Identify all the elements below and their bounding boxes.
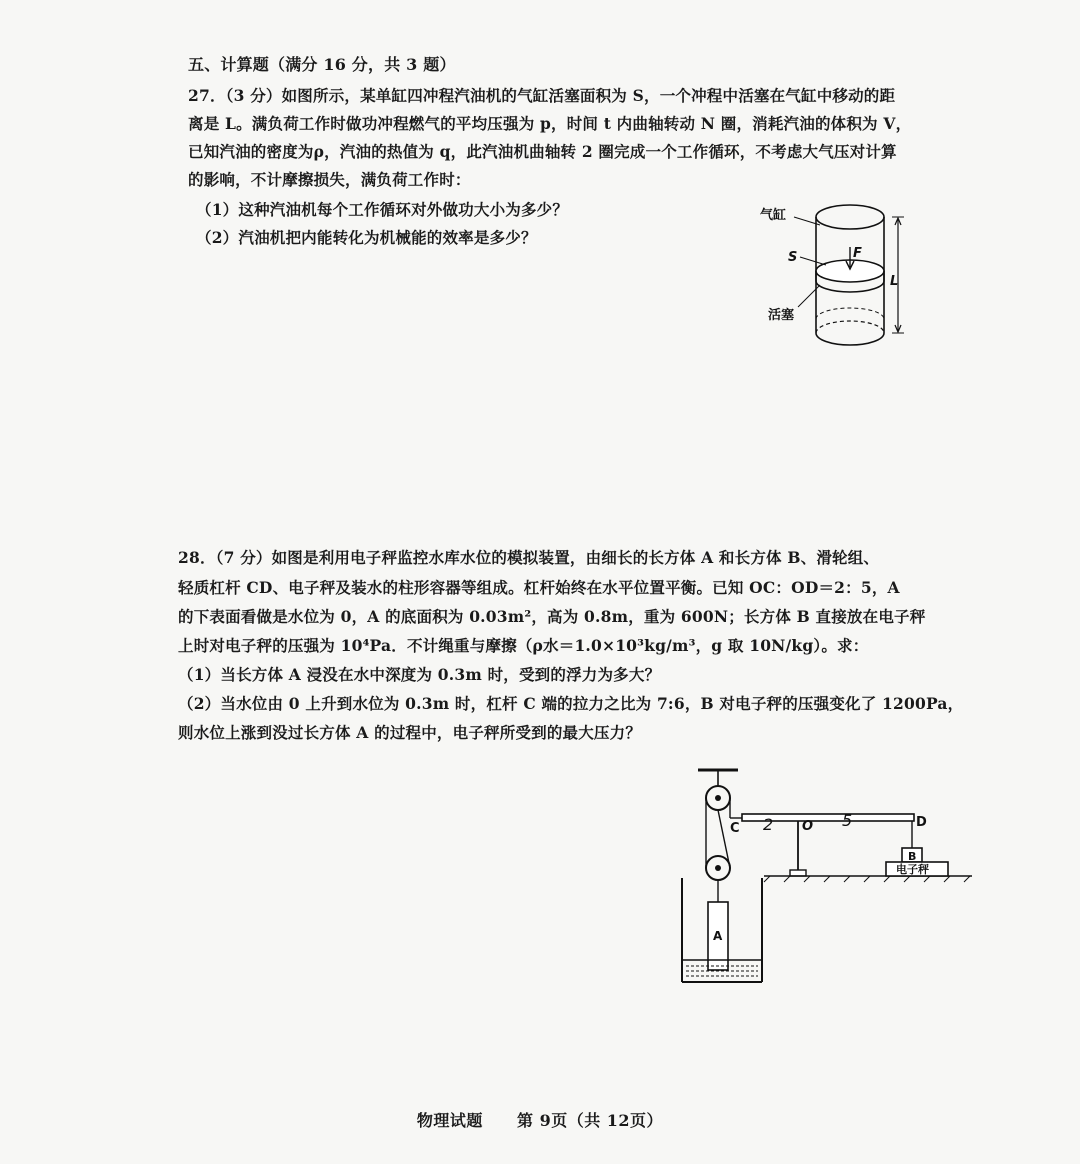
q27-line-1: 27．（3 分）如图所示，某单缸四冲程汽油机的气缸活塞面积为 S，一个冲程中活塞在气缸中移动的距 [188, 86, 896, 105]
label-electronic-scale: 电子秤 [896, 863, 929, 876]
note-ratio-2: 2 [763, 815, 774, 834]
note-ratio-5: 5 [842, 811, 853, 830]
cylinder-piston-figure [740, 195, 930, 375]
q28-line-1: 28．（7 分）如图是利用电子秤监控水库水位的模拟装置，由细长的长方体 A 和长方体 B、滑轮组、 [178, 548, 880, 567]
label-point-o: O [802, 819, 814, 834]
lever-pulley-figure [660, 760, 980, 990]
q28-line-3: 的下表面看做是水位为 0，A 的底面积为 0.03m²，高为 0.8m，重为 600N；长方体 B 直接放在电子秤 [178, 607, 926, 626]
label-length-l: L [890, 274, 899, 289]
q28-subquestion-2-cont: 则水位上涨到没过长方体 A 的过程中，电子秤所受到的最大压力？ [178, 723, 642, 742]
q27-subquestion-2: （2）汽油机把内能转化为机械能的效率是多少？ [196, 228, 537, 247]
q28-subquestion-2: （2）当水位由 0 上升到水位为 0.3m 时，杠杆 C 端的拉力之比为 7:6，B 对电子秤的压强变化了 1200Pa， [178, 694, 964, 713]
label-block-a: A [713, 929, 723, 943]
footer-page-number: 第 9页（共 12页） [517, 1111, 664, 1130]
footer-subject: 物理试题 [416, 1111, 483, 1130]
q27-subquestion-1: （1）这种汽油机每个工作循环对外做功大小为多少？ [196, 200, 569, 219]
q27-line-3: 已知汽油的密度为ρ，汽油的热值为 q，此汽油机曲轴转 2 圈完成一个工作循环，不考虑大气压对计算 [188, 142, 897, 161]
label-area-s: S [788, 250, 798, 265]
q28-line-2: 轻质杠杆 CD、电子秤及装水的柱形容器等组成。杠杆始终在水平位置平衡。已知 OC：OD＝2：5，A [178, 578, 900, 597]
q27-line-4: 的影响，不计摩擦损失，满负荷工作时： [188, 170, 471, 189]
label-point-c: C [730, 821, 740, 836]
q27-line-2: 离是 L。满负荷工作时做功冲程燃气的平均压强为 p，时间 t 内曲轴转动 N 圈，消耗汽油的体积为 V， [188, 114, 912, 133]
section-title: 五、计算题（满分 16 分，共 3 题） [188, 55, 456, 74]
label-force-f: F [853, 246, 862, 261]
label-cylinder: 气缸 [760, 208, 787, 223]
label-piston: 活塞 [768, 308, 795, 323]
q28-line-4: 上时对电子秤的压强为 10⁴Pa．不计绳重与摩擦（ρ水＝1.0×10³kg/m³，g 取 10N/kg）。求： [178, 636, 869, 655]
label-block-b: B [908, 850, 917, 863]
page-footer [0, 1108, 1080, 1131]
label-point-d: D [916, 815, 927, 830]
q28-subquestion-1: （1）当长方体 A 浸没在水中深度为 0.3m 时，受到的浮力为多大？ [178, 665, 661, 684]
